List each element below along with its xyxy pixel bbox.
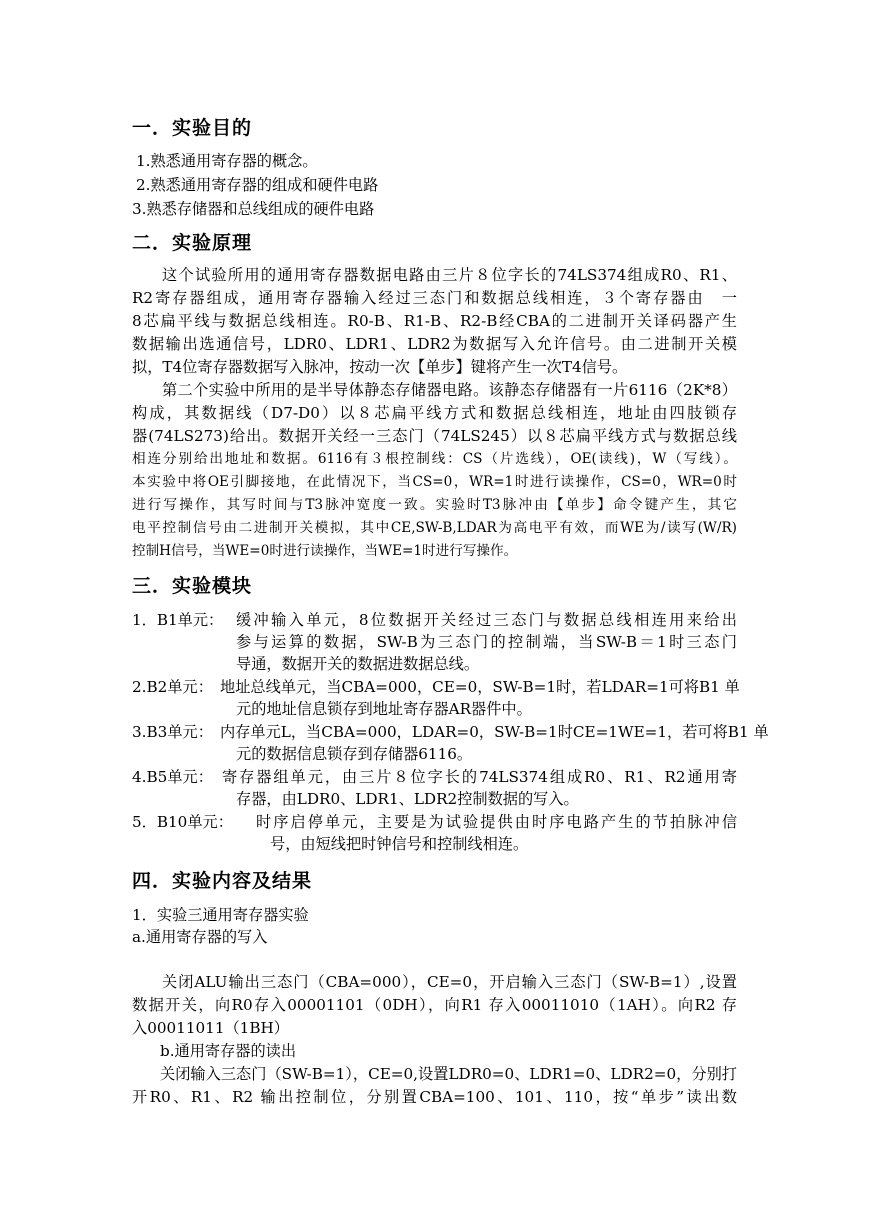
principle-para2-line-6: 进行写操作，其写时间与T3脉冲宽度一致。实验时T3脉冲由【单步】命令键产生，其它 <box>132 497 737 513</box>
principle-para2-line-4: 相连分别给出地址和数据。6116有３根控制线：CS（片选线），OE(读线)，W（写线）。 <box>132 451 737 467</box>
principle-para2-line-2: 构成，其数据线（D7-D0）以８芯扁平线方式和数据总线相连，地址由四肢锁存 <box>132 404 737 422</box>
write-para-line-2: 数据开关，向R0存入00001101（0DH），向R1 存入00011010（1AH）。向R2 存 <box>132 996 737 1014</box>
principle-para1-line-5: 拟，T4位寄存器数据写入脉冲，按动一次【单步】键将产生一次T4信号。 <box>132 358 628 376</box>
principle-para1-line-3: 8芯扁平线与数据总线相连。R0-B、R1-B、R2-B经CBA的二进制开关译码器产生 <box>132 312 737 330</box>
principle-para2-line-1: 第二个实验中所用的是半导体静态存储器电路。该静态存储器有一片6116（2K*8） <box>162 381 737 399</box>
purpose-item-2: 2.熟悉通用寄存器的组成和硬件电路 <box>136 176 379 194</box>
content-sub-1: 1．实验三通用寄存器实验 <box>132 906 309 924</box>
module-2-line-1: 地址总线单元，当CBA=000，CE=0，SW-B=1时，若LDAR=1可将B1 单 <box>220 678 740 696</box>
heading-experiment-purpose: 一．实验目的 <box>132 117 253 139</box>
module-4-label: 4.B5单元： <box>132 768 213 786</box>
module-1-line-2: 参与运算的数据，SW-B为三态门的控制端，当SW-B＝1时三态门 <box>236 633 737 651</box>
module-4-line-1: 寄存器组单元，由三片８位字长的74LS374组成R0、R1、R2通用寄 <box>222 768 737 786</box>
principle-para2-line-5: 本实验中将OE引脚接地，在此情况下，当CS=0，WR=1时进行读操作，CS=0，WR=0时 <box>132 474 737 490</box>
principle-para1-line-2: R2寄存器组成，通用寄存器输入经过三态门和数据总线相连，３个寄存器由 一 <box>132 289 737 307</box>
principle-para2-line-8: 控制H信号，当WE=0时进行读操作，当WE=1时进行写操作。 <box>132 543 518 559</box>
principle-para2-line-3: 器(74LS273)给出。数据开关经一三态门（74LS245）以８芯扁平线方式与数据总线 <box>132 427 737 445</box>
module-3-label: 3.B3单元： <box>132 723 213 741</box>
module-3-line-2: 元的数据信息锁存到存储器6116。 <box>236 745 473 763</box>
heading-experiment-principle: 二．实验原理 <box>132 232 253 254</box>
module-3-line-1: 内存单元L，当CBA=000，LDAR=0，SW-B=1时CE=1WE=1，若可将B1 单 <box>220 723 769 741</box>
write-para-line-1: 关闭ALU输出三态门（CBA=000），CE=0，开启输入三态门（SW-B=1）,设置 <box>162 973 737 991</box>
module-4-line-2: 存器，由LDR0、LDR1、LDR2控制数据的写入。 <box>236 790 579 808</box>
module-1-label: 1．B1单元： <box>132 611 224 629</box>
read-para-line-1: 关闭输入三态门（SW-B=1），CE=0,设置LDR0=0、LDR1=0、LDR2=0，分别打 <box>160 1065 737 1083</box>
purpose-item-3: 3.熟悉存储器和总线组成的硬件电路 <box>132 200 375 218</box>
content-sub-3: b.通用寄存器的读出 <box>160 1042 297 1060</box>
purpose-item-1: 1.熟悉通用寄存器的概念。 <box>136 152 318 170</box>
principle-para1-line-4: 数据输出选通信号，LDR0、LDR1、LDR2为数据写入允许信号。由二进制开关模 <box>132 335 737 353</box>
principle-para2-line-7: 电平控制信号由二进制开关模拟，其中CE,SW-B,LDAR为高电平有效，而WE为/读写(W/R) <box>132 520 737 536</box>
content-sub-2: a.通用寄存器的写入 <box>132 928 268 946</box>
module-2-line-2: 元的地址信息锁存到地址寄存器AR器件中。 <box>236 700 532 718</box>
write-para-line-3: 入00011011（1BH） <box>132 1019 289 1037</box>
read-para-line-2: 开R0、R1、R2 输出控制位，分别置CBA=100、101、110，按“单步”读出数 <box>132 1088 737 1106</box>
module-5-label: 5．B10单元： <box>132 813 233 831</box>
module-1-line-3: 导通，数据开关的数据进数据总线。 <box>236 655 479 673</box>
module-5-line-1: 时序启停单元，主要是为试验提供由时序电路产生的节拍脉冲信 <box>256 813 737 831</box>
module-2-label: 2.B2单元： <box>132 678 213 696</box>
module-5-line-2: 号，由短线把时钟信号和控制线相连。 <box>270 835 529 853</box>
heading-experiment-content-results: 四．实验内容及结果 <box>132 870 313 892</box>
module-1-line-1: 缓冲输入单元，8位数据开关经过三态门与数据总线相连用来给出 <box>236 611 737 629</box>
principle-para1-line-1: 这个试验所用的通用寄存器数据电路由三片８位字长的74LS374组成R0、R1、 <box>162 266 737 284</box>
heading-experiment-modules: 三．实验模块 <box>132 575 253 597</box>
